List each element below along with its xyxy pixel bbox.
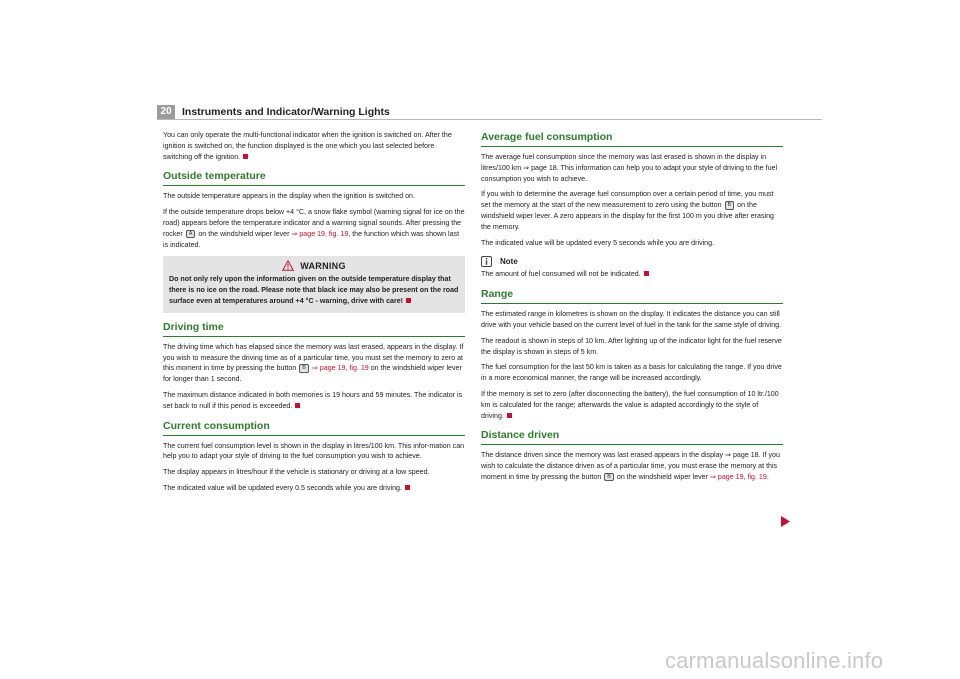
note-text: The amount of fuel consumed will not be indicated. <box>481 269 783 280</box>
heading-range: Range <box>481 287 783 304</box>
heading-outside-temperature: Outside temperature <box>163 169 465 186</box>
info-note-icon <box>481 256 492 267</box>
heading-average-fuel-consumption: Average fuel consumption <box>481 130 783 147</box>
heading-distance-driven: Distance driven <box>481 428 783 445</box>
paragraph: If you wish to determine the average fuel consumption over a certain period of time, you must set the memory at the start of the new measurement to zero using the button B on the windshield wiper lever. A zero appears in the display for the first 100 m you drive after erasing the memory. <box>481 190 774 231</box>
note-title: Note <box>500 257 518 267</box>
chapter-title: Instruments and Indicator/Warning Lights <box>182 106 390 118</box>
end-marker-icon <box>644 271 649 276</box>
page-number: 20 <box>157 105 175 119</box>
button-a-badge: A <box>186 230 196 239</box>
end-marker-icon <box>406 298 411 303</box>
end-marker-icon <box>405 485 410 490</box>
paragraph: The outside temperature appears in the display when the ignition is switched on. <box>163 192 415 201</box>
warning-triangle-icon <box>282 260 294 271</box>
paragraph: If the memory is set to zero (after disconnecting the battery), the fuel consumption of 10 ltr./100 km is calculated for the range; afterwards the value is adapted accordingly to the style of driving. <box>481 389 779 420</box>
warning-box <box>163 256 465 312</box>
next-page-arrow-icon[interactable] <box>781 516 790 527</box>
end-marker-icon <box>507 413 512 418</box>
paragraph: The maximum distance indicated in both memories is 19 hours and 59 minutes. The indicator is set back to null if this period is exceeded. <box>163 390 463 410</box>
note-header <box>481 256 783 267</box>
heading-driving-time: Driving time <box>163 320 465 337</box>
paragraph: The readout is shown in steps of 10 km. After lighting up of the indicator light for the fuel reserve the display is shown in steps of 5 km. <box>481 336 782 356</box>
paragraph: If the outside temperature drops below +4 °C, a snow flake symbol (warning signal for ice on the road) appears before the temperature indicator and a warning signal sounds. After pressing the rocker A on the windshield wiper lever ⇒ page 19, fig. 19, the function which was shown last is indicated. <box>163 208 465 249</box>
left-column <box>163 130 465 499</box>
intro-paragraph: You can only operate the multi-functional indicator when the ignition is switched on. After the ignition is switched on, the function displayed is the one which you last selected before switching off the ignition. <box>163 131 452 161</box>
page-header <box>157 105 822 120</box>
paragraph: The indicated value will be updated every 0.5 seconds while you are driving. <box>163 483 465 494</box>
cross-reference-link[interactable]: ⇒ page 19, fig. 19 <box>709 472 767 481</box>
warning-title: WARNING <box>300 260 346 271</box>
paragraph: The display appears in litres/hour if the vehicle is stationary or driving at a low speed. <box>163 468 430 477</box>
paragraph: The distance driven since the memory was last erased appears in the display ⇒ page 18. If you wish to calculate the distance driven as of a particular time, you must erase the memory at this moment in time by pressing the button B on the windshield wiper lever ⇒ page 19, fig. 19. <box>481 451 780 481</box>
paragraph: The fuel consumption for the last 50 km is taken as a basis for calculating the range. If you drive in a more economical manner, the range will be increased accordingly. <box>481 363 782 383</box>
button-b-badge: B <box>725 201 735 210</box>
paragraph: The average fuel consumption since the memory was last erased is shown in the display in litres/100 km ⇒ page 18. This information can help you to adapt your style of driving to the fuel consumption you wish to achieve. <box>481 153 778 183</box>
heading-current-consumption: Current consumption <box>163 419 465 436</box>
end-marker-icon <box>295 403 300 408</box>
button-b-badge: B <box>299 364 309 373</box>
right-column <box>481 130 783 488</box>
watermark: carmanualsonline.info <box>665 648 884 673</box>
paragraph: The driving time which has elapsed since the memory was last erased, appears in the display. If you wish to measure the driving time as of a particular time, you must set the memory to zero at this moment in time by pressing the button B ⇒ page 19, fig. 19 on the windshield wiper lever for longer than 1 second. <box>163 342 464 384</box>
warning-text: Do not only rely upon the information given on the outside temperature display that there is no ice on the road. Please note that black ice may also be present on the road surface even at temperatures around +4 °C - warning, drive with care! <box>169 275 459 305</box>
paragraph: The estimated range in kilometres is shown on the display. It indicates the distance you can still drive with your vehicle based on the current level of fuel in the tank for the same style of driving. <box>481 310 782 329</box>
paragraph: The indicated value will be updated every 5 seconds while you are driving. <box>481 238 715 247</box>
cross-reference-link[interactable]: ⇒ page 19, fig. 19 <box>291 229 349 238</box>
button-b-badge: B <box>604 473 614 482</box>
paragraph: The current fuel consumption level is shown in the display in litres/100 km. This infor-mation can help you to adapt your style of driving to the fuel consumption you wish to achieve. <box>163 441 465 461</box>
end-marker-icon <box>243 154 248 159</box>
cross-reference-link[interactable]: ⇒ page 19, fig. 19 <box>311 364 369 373</box>
